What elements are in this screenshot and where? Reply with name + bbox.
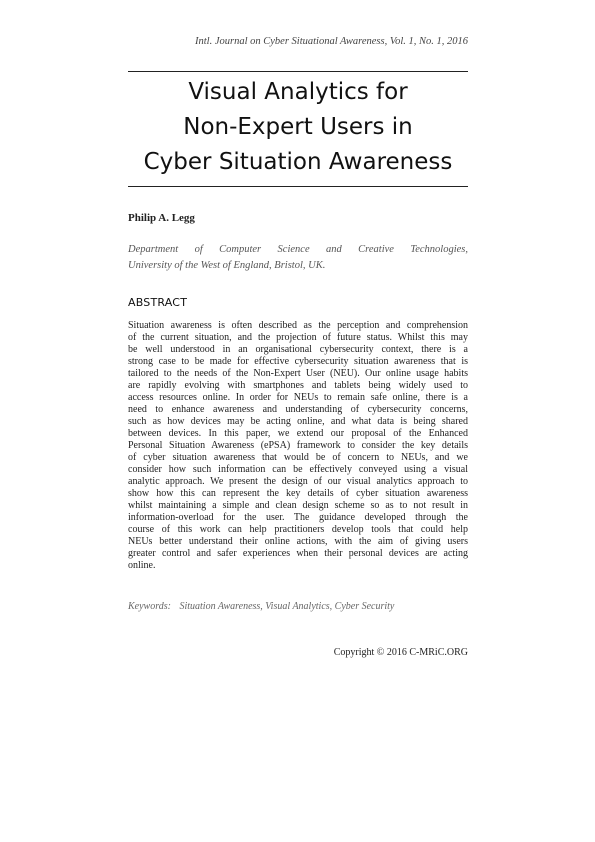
abstract-line: whilst maintaining a simple and clean design scheme so as to not result in [128, 500, 468, 511]
abstract-line: Personal Situation Awareness (ePSA) framework to consider the key details [128, 440, 468, 451]
abstract-line: course of this work can help practitioners develop tools that could help [128, 524, 468, 535]
abstract-line: need to enhance awareness and understanding of cybersecurity concerns, [128, 404, 468, 415]
abstract-line: online. [128, 560, 156, 571]
abstract-line: of the current situation, and the projection of future status. Whilst this may [128, 332, 468, 343]
abstract-line: be well understood in an organisational cybersecurity context, there is a [128, 344, 468, 355]
abstract-line: greater control and safer experiences when their personal devices are acting [128, 548, 468, 559]
copyright-notice: Copyright © 2016 C-MRiC.ORG [333, 647, 468, 658]
abstract-line: access resources online. In order for NEUs to remain safe online, there is a [128, 392, 468, 403]
abstract-heading: ABSTRACT [128, 296, 188, 309]
affiliation-line: University of the West of England, Bristol, UK. [128, 260, 326, 271]
keywords-label: Keywords: [128, 601, 171, 612]
abstract-line: such as how devices may be acting online, and what data is being shared [128, 416, 468, 427]
abstract-line: tailored to the needs of the Non-Expert User (NEU). Our online usage habits [128, 368, 468, 379]
keywords [128, 601, 394, 612]
abstract-line: Situation awareness is often described as the perception and comprehension [128, 320, 468, 331]
affiliation-line: Department of Computer Science and Creative Technologies, [128, 244, 468, 255]
title-line: Visual Analytics for [188, 79, 408, 105]
abstract-line: information-overload for the user. The guidance developed through the [128, 512, 468, 523]
title-line: Non-Expert Users in [183, 114, 413, 140]
title-rule-top [128, 71, 468, 72]
abstract-line: are rapidly evolving with smartphones and tablets being widely used to [128, 380, 468, 391]
abstract-line: consider how such information can be effectively conveyed using a visual [128, 464, 468, 475]
abstract-line: of cyber situation awareness that would be of concern to NEUs, and we [128, 452, 468, 463]
journal-header: Intl. Journal on Cyber Situational Awareness, Vol. 1, No. 1, 2016 [195, 36, 468, 47]
abstract-body [128, 320, 468, 572]
title-line: Cyber Situation Awareness [143, 149, 453, 175]
paper-title [128, 75, 468, 180]
author-affiliation [128, 242, 468, 274]
author-name: Philip A. Legg [128, 212, 195, 224]
abstract-line: analytic approach. We present the design of our visual analytics approach to [128, 476, 468, 487]
abstract-line: show how this can represent the key details of cyber situation awareness [128, 488, 468, 499]
title-rule-bottom [128, 186, 468, 187]
abstract-line: strong case to be made for effective cybersecurity situation awareness that is [128, 356, 468, 367]
abstract-line: NEUs better understand their online actions, with the aim of giving users [128, 536, 468, 547]
abstract-line: between devices. In this paper, we extend our proposal of the Enhanced [128, 428, 468, 439]
keywords-text: Situation Awareness, Visual Analytics, Cyber Security [179, 601, 395, 612]
